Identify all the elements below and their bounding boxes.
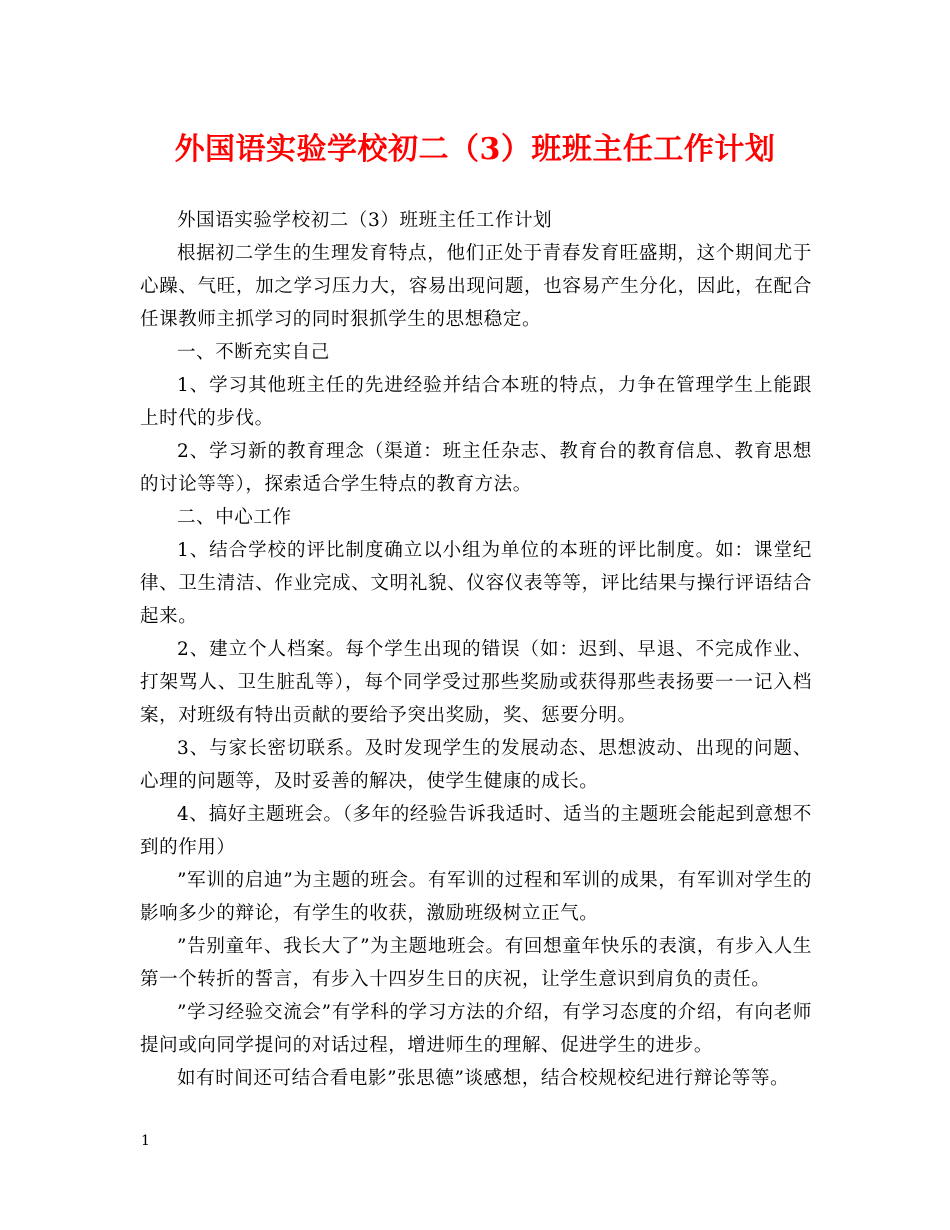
section-heading-2: 二、中心工作 (177, 507, 292, 528)
paragraph-item: 1、学习其他班主任的先进经验并结合本班的特点，力争在管理学生上能跟上时代的步伐。 (140, 375, 812, 429)
paragraph-item: 2、学习新的教育理念（渠道：班主任杂志、教育台的教育信息、教育思想的讨论等等），探索适合学生特点的教育方法。 (140, 441, 812, 495)
paragraph-intro: 根据初二学生的生理发育特点，他们正处于青春发育旺盛期，这个期间尤于心躁、气旺，加之学习压力大，容易出现问题，也容易产生分化，因此，在配合任课教师主抓学习的同时狠抓学生的思想稳定。 (140, 243, 812, 330)
paragraph-item: 2、建立个人档案。每个学生出现的错误（如：迟到、早退、不完成作业、打架骂人、卫生脏乱等），每个同学受过那些奖励或获得那些表扬要一一记入档案，对班级有特出贡献的要给予突出奖励，奖、惩要分明。 (140, 639, 812, 726)
page-title: 外国语实验学校初二（3）班班主任工作计划 (174, 132, 776, 167)
paragraph-item: ”告别童年、我长大了”为主题地班会。有回想童年快乐的表演，有步入人生第一个转折的誓言，有步入十四岁生日的庆祝，让学生意识到肩负的责任。 (140, 936, 812, 990)
paragraph-item: ”学习经验交流会”有学科的学习方法的介绍，有学习态度的介绍，有向老师提问或向同学提问的对话过程，增进师生的理解、促进学生的进步。 (140, 1002, 812, 1056)
page-number: 1 (141, 1133, 150, 1149)
paragraph-item: ”军训的启迪”为主题的班会。有军训的过程和军训的成果，有军训对学生的影响多少的辩论，有学生的收获，激励班级树立正气。 (140, 870, 812, 924)
section-heading-1: 一、不断充实自己 (177, 342, 330, 363)
paragraph-item: 4、搞好主题班会。（多年的经验告诉我适时、适当的主题班会能起到意想不到的作用） (140, 804, 812, 858)
paragraph-item: 如有时间还可结合看电影”张思德”谈感想，结合校规校纪进行辩论等等。 (177, 1068, 790, 1089)
paragraph-item: 3、与家长密切联系。及时发现学生的发展动态、思想波动、出现的问题、心理的问题等，及时妥善的解决，使学生健康的成长。 (140, 738, 812, 792)
paragraph-subtitle: 外国语实验学校初二（3）班班主任工作计划 (177, 210, 553, 231)
document-body (140, 204, 812, 1095)
paragraph-item: 1、结合学校的评比制度确立以小组为单位的本班的评比制度。如：课堂纪律、卫生清洁、作业完成、文明礼貌、仪容仪表等等，评比结果与操行评语结合起来。 (140, 540, 812, 627)
